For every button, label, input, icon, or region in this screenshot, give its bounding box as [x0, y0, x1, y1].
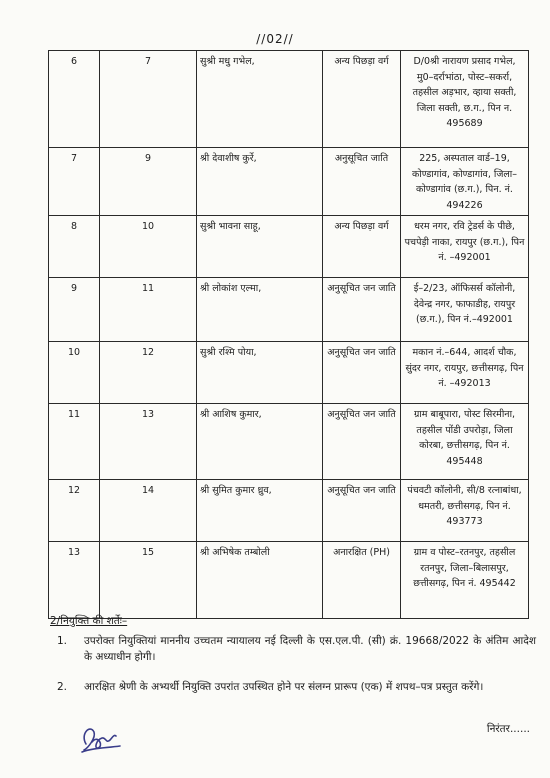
- condition-number: 2.: [57, 681, 68, 693]
- merit-rank: 10: [100, 216, 197, 278]
- category: अन्य पिछड़ा वर्ग: [323, 216, 401, 278]
- merit-rank: 15: [100, 542, 197, 619]
- condition-text: आरक्षित श्रेणी के अभ्यर्थी नियुक्ति उपरांत उपस्थित होने पर संलग्न प्रारूप (एक) में शपथ–पत्र प्रस्तुत करेंगे।: [84, 681, 484, 693]
- serial-number: 6: [49, 51, 100, 148]
- table-row: [49, 404, 529, 480]
- serial-number: 7: [49, 148, 100, 216]
- serial-number: 12: [49, 480, 100, 542]
- merit-rank: 14: [100, 480, 197, 542]
- candidate-name: श्री देवाशीष कुर्रे,: [197, 148, 323, 216]
- serial-number: 11: [49, 404, 100, 480]
- appointee-table: [48, 50, 529, 619]
- merit-rank: 9: [100, 148, 197, 216]
- address: ग्राम बाबूपारा, पोस्ट सिरमीना, तहसील पोंडी उपरोड़ा, जिला कोरबा, छत्तीसगढ़, पिन नं. 495448: [401, 404, 529, 480]
- category: अनुसूचित जाति: [323, 148, 401, 216]
- category: अनुसूचित जन जाति: [323, 342, 401, 404]
- address: धरम नगर, रवि ट्रेडर्स के पीछे, पचपेड़ी नाका, रायपुर (छ.ग.), पिन नं. –492001: [401, 216, 529, 278]
- address: 225, अस्पताल वार्ड–19, कोण्डागांव, कोण्डागांव, जिला–कोण्डागांव (छ.ग.), पिन. नं. 494226: [401, 148, 529, 216]
- address: पंचवटी कॉलोनी, सी/8 रत्नाबांधा, धमतरी, छत्तीसगढ़, पिन नं. 493773: [401, 480, 529, 542]
- merit-rank: 12: [100, 342, 197, 404]
- serial-number: 9: [49, 278, 100, 342]
- category: अनुसूचित जन जाति: [323, 480, 401, 542]
- candidate-name: श्री लोकांश एल्मा,: [197, 278, 323, 342]
- address: मकान नं.–644, आदर्श चौक, सुंदर नगर, रायपुर, छत्तीसगढ़, पिन नं. –492013: [401, 342, 529, 404]
- table-row: [49, 216, 529, 278]
- table-row: [49, 51, 529, 148]
- continued-note: निरंतर......: [486, 723, 530, 735]
- category: अन्य पिछड़ा वर्ग: [323, 51, 401, 148]
- category: अनुसूचित जन जाति: [323, 278, 401, 342]
- candidate-name: सुश्री भावना साहू,: [197, 216, 323, 278]
- table-row: [49, 148, 529, 216]
- table-row: [49, 278, 529, 342]
- serial-number: 13: [49, 542, 100, 619]
- category: अनुसूचित जन जाति: [323, 404, 401, 480]
- candidate-name: सुश्री मधु गभेल,: [197, 51, 323, 148]
- merit-rank: 11: [100, 278, 197, 342]
- signature: [76, 722, 124, 756]
- table-row: [49, 342, 529, 404]
- table-row: [49, 480, 529, 542]
- merit-rank: 13: [100, 404, 197, 480]
- terms-heading: 2/नियुक्ति की शर्तेः–: [50, 615, 128, 627]
- condition-number: 1.: [57, 635, 68, 647]
- table-row: [49, 542, 529, 619]
- category: अनारक्षित (PH): [323, 542, 401, 619]
- address: ग्राम व पोस्ट–रतनपुर, तहसील रतनपुर, जिला–बिलासपुर, छत्तीसगढ़, पिन नं. 495442: [401, 542, 529, 619]
- candidate-name: श्री अभिषेक तम्बोली: [197, 542, 323, 619]
- address: D/0श्री नारायण प्रसाद गभेल, मु0–दर्राभांठा, पोस्ट–सकर्रा, तहसील अड़भार, व्हाया सक्ती, जिला सक्ती, छ.ग., पिन न. 495689: [401, 51, 529, 148]
- serial-number: 8: [49, 216, 100, 278]
- merit-rank: 7: [100, 51, 197, 148]
- serial-number: 10: [49, 342, 100, 404]
- candidate-name: सुश्री रश्मि पोया,: [197, 342, 323, 404]
- address: ई–2/23, ऑफिसर्स कॉलोनी, देवेन्द्र नगर, फाफाडीह, रायपुर (छ.ग.), पिन नं.–492001: [401, 278, 529, 342]
- condition-text: उपरोक्त नियुक्तियां माननीय उच्चतम न्यायालय नई दिल्ली के एस.एल.पी. (सी) क्रं. 19668/2022 के अंतिम आदेश के अध्याधीन होगी।: [84, 635, 536, 663]
- candidate-name: श्री सुमित कुमार ध्रुव,: [197, 480, 323, 542]
- page-number: //02//: [256, 32, 294, 46]
- candidate-name: श्री आशिष कुमार,: [197, 404, 323, 480]
